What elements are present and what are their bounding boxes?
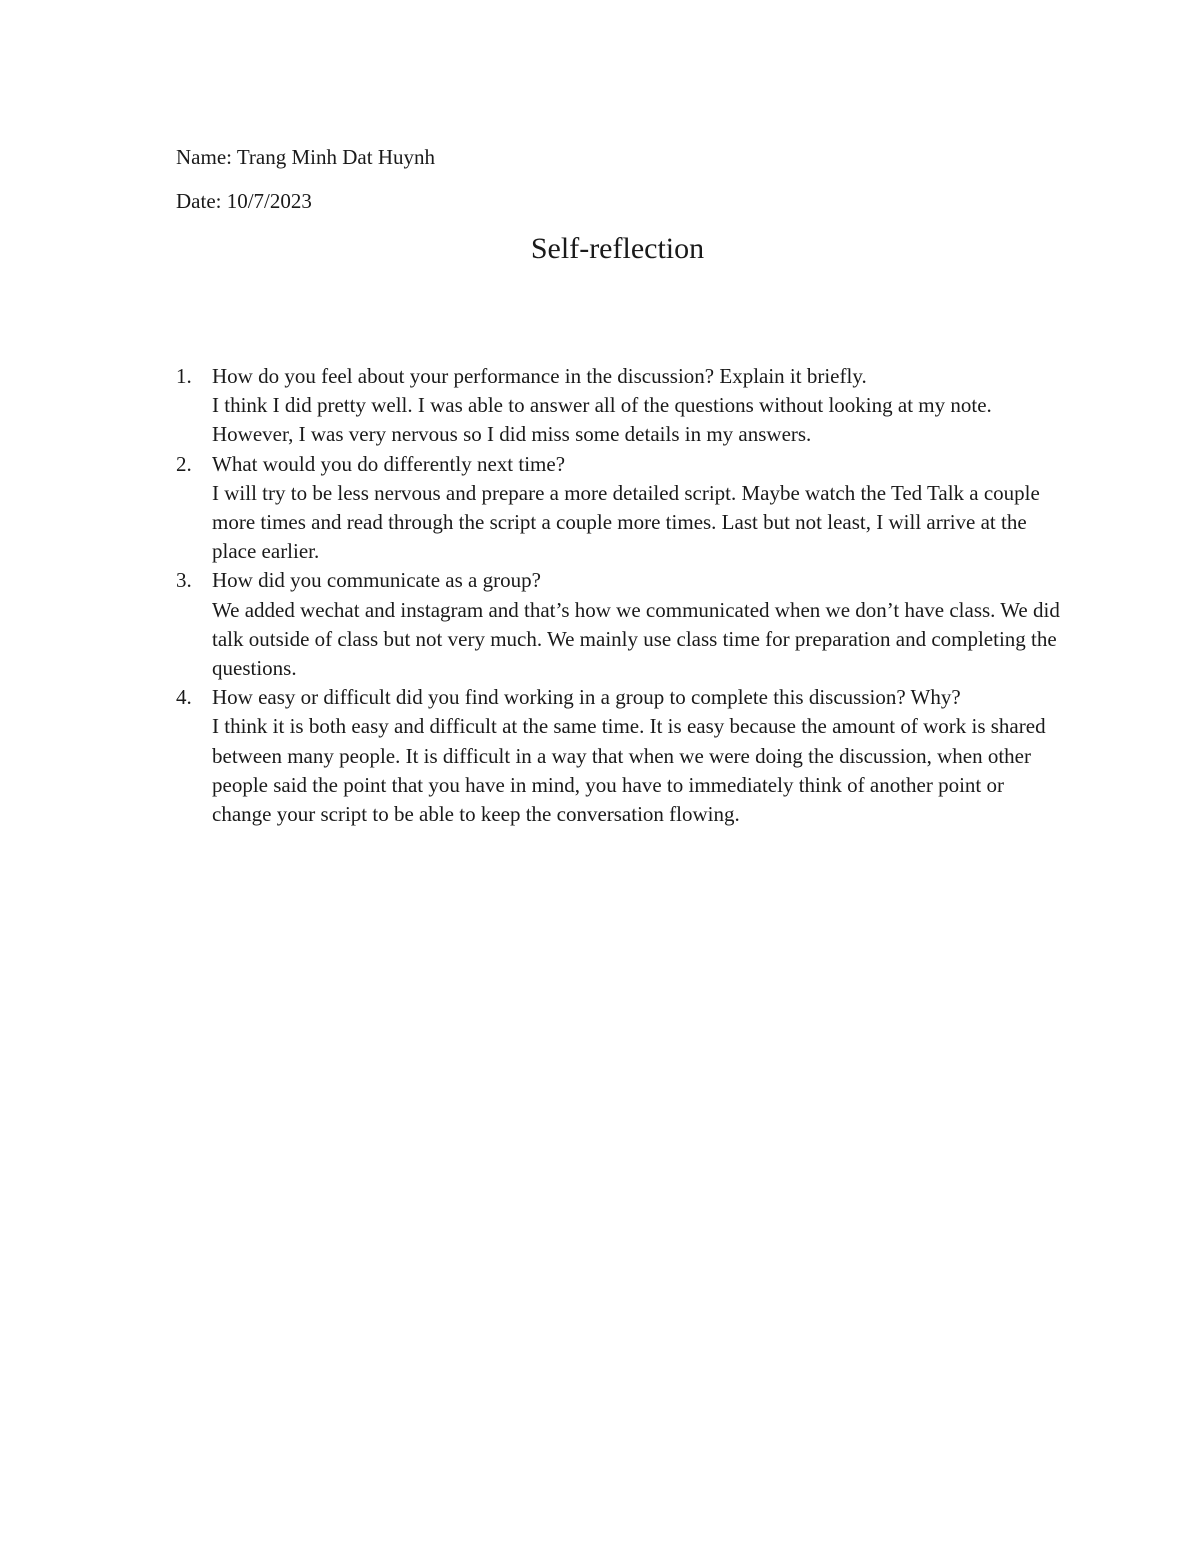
question-list bbox=[176, 362, 1076, 829]
answer-text: I will try to be less nervous and prepare a more detailed script. Maybe watch the Ted Talk a couple more times and read through the script a couple more times. Last but not least, I will arrive at the place earlier. bbox=[212, 480, 1040, 564]
answer-text: I think I did pretty well. I was able to answer all of the questions without looking at my note. However, I was very nervous so I did miss some details in my answers. bbox=[212, 393, 992, 447]
list-item bbox=[176, 683, 1076, 829]
answer-text: I think it is both easy and difficult at the same time. It is easy because the amount of work is shared between many people. It is difficult in a way that when we were doing the discussion, when other people said the point that you have in mind, you have to immediately think of another point or change your script to be able to keep the conversation flowing. bbox=[212, 714, 1046, 827]
question-text: What would you do differently next time? bbox=[212, 451, 566, 476]
list-item bbox=[176, 362, 1076, 450]
answer-text: We added wechat and instagram and that’s how we communicated when we don’t have class. We did talk outside of class but not very much. We mainly use class time for preparation and completing the questions. bbox=[212, 597, 1060, 681]
question-text: How did you communicate as a group? bbox=[212, 568, 541, 593]
question-number: 3. bbox=[176, 568, 192, 593]
name-line: Name: Trang Minh Dat Huynh bbox=[176, 145, 435, 169]
list-item bbox=[176, 450, 1076, 567]
page-title: Self-reflection bbox=[530, 232, 705, 265]
question-number: 4. bbox=[176, 685, 192, 710]
question-number: 1. bbox=[176, 364, 192, 388]
question-text: How do you feel about your performance in the discussion? Explain it briefly. bbox=[212, 364, 867, 388]
question-text: How easy or difficult did you find working in a group to complete this discussion? Why? bbox=[212, 685, 961, 710]
list-item bbox=[176, 566, 1076, 683]
question-number: 2. bbox=[176, 451, 192, 476]
date-line: Date: 10/7/2023 bbox=[176, 189, 312, 213]
